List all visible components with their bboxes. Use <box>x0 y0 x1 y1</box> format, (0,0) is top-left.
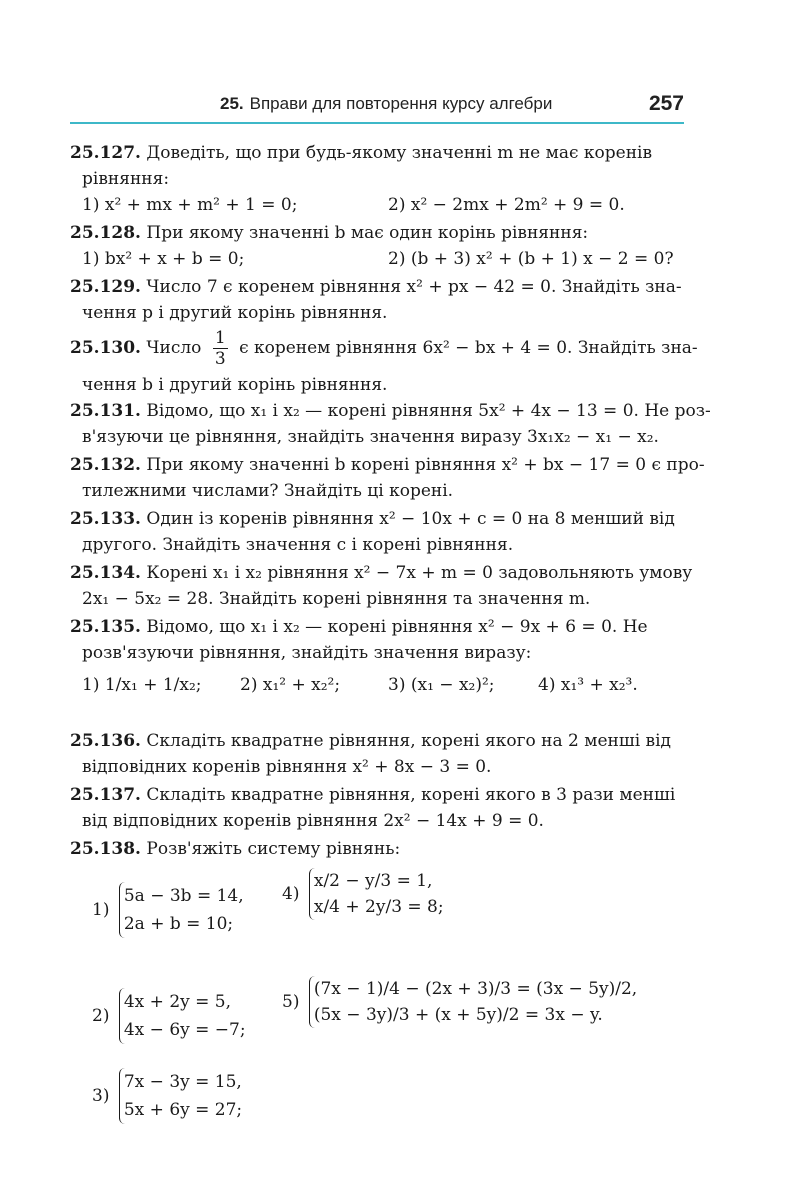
exercise-25-131 <box>70 398 711 450</box>
running-head <box>220 94 552 114</box>
system-brace <box>119 882 244 938</box>
system-label: 5) <box>282 992 300 1012</box>
page-number: 257 <box>648 92 684 115</box>
system-1 <box>92 882 244 938</box>
sub-item: 4) x₁³ + x₂³. <box>538 675 638 695</box>
exercise-number: 25.127. <box>70 143 141 163</box>
exercise-number: 25.131. <box>70 401 141 421</box>
exercise-text: відповідних коренів рівняння x² + 8x − 3 = 0. <box>82 757 492 777</box>
system-5 <box>282 976 637 1028</box>
exercise-text: При якому значенні b має один корінь рівняння: <box>146 223 589 243</box>
system-4 <box>282 868 444 920</box>
system-label: 2) <box>92 1006 110 1026</box>
equation: (5x − 3y)/3 + (x + 5y)/2 = 3x − y. <box>313 1005 603 1025</box>
fraction-one-third <box>211 328 230 369</box>
system-2 <box>92 988 246 1044</box>
exercise-text: Число <box>146 338 202 358</box>
sub-item: 1) bx² + x + b = 0; <box>82 249 245 269</box>
exercise-list <box>70 140 711 1130</box>
system-label: 4) <box>282 884 300 904</box>
exercise-text: є коренем рівняння 6x² − bx + 4 = 0. Знайдіть зна- <box>239 338 698 358</box>
system-label: 1) <box>92 900 110 920</box>
equation-systems <box>70 868 684 1128</box>
section-number: 25. <box>220 94 244 113</box>
system-brace <box>309 868 444 920</box>
equation: 5x + 6y = 27; <box>123 1100 243 1120</box>
exercise-text: Число 7 є коренем рівняння x² + px − 42 = 0. Знайдіть зна- <box>146 277 682 297</box>
exercise-text: чення p і другий корінь рівняння. <box>82 303 388 323</box>
exercise-text: в'язуючи це рівняння, знайдіть значення виразу 3x₁x₂ − x₁ − x₂. <box>82 427 659 447</box>
exercise-25-137 <box>70 782 684 834</box>
equation: 7x − 3y = 15, <box>123 1072 242 1092</box>
equation: 5a − 3b = 14, <box>123 886 244 906</box>
exercise-text: рівняння: <box>82 169 170 189</box>
exercise-number: 25.138. <box>70 839 141 859</box>
exercise-number: 25.135. <box>70 617 141 637</box>
exercise-25-134 <box>70 560 693 612</box>
header-rule <box>70 122 684 124</box>
exercise-text: від відповідних коренів рівняння 2x² − 14x + 9 = 0. <box>82 811 544 831</box>
fraction-denominator: 3 <box>214 349 226 369</box>
exercise-25-135 <box>70 614 684 726</box>
exercise-number: 25.128. <box>70 223 141 243</box>
sub-item: 2) x₁² + x₂²; <box>240 675 341 695</box>
equation: 2a + b = 10; <box>123 914 234 934</box>
equation: x/4 + 2y/3 = 8; <box>313 897 444 917</box>
system-brace <box>119 1068 242 1124</box>
exercise-number: 25.137. <box>70 785 141 805</box>
exercise-number: 25.129. <box>70 277 141 297</box>
exercise-number: 25.130. <box>70 338 141 358</box>
section-title: Вправи для повторення курсу алгебри <box>249 94 553 113</box>
exercise-text: Складіть квадратне рівняння, корені якого на 2 менші від <box>146 731 672 751</box>
exercise-text: другого. Знайдіть значення c і корені рівняння. <box>82 535 514 555</box>
exercise-text: Відомо, що x₁ і x₂ — корені рівняння x² − 9x + 6 = 0. Не <box>146 617 648 637</box>
exercise-text: Корені x₁ і x₂ рівняння x² − 7x + m = 0 задовольняють умову <box>146 563 693 583</box>
exercise-25-127 <box>70 140 684 218</box>
sub-item: 1) x² + mx + m² + 1 = 0; <box>82 195 298 215</box>
system-3 <box>92 1068 242 1124</box>
exercise-25-130 <box>70 328 698 396</box>
exercise-text: Один із коренів рівняння x² − 10x + c = 0 на 8 менший від <box>146 509 675 529</box>
exercise-text: 2x₁ − 5x₂ = 28. Знайдіть корені рівняння та значення m. <box>82 589 591 609</box>
page-header <box>70 92 684 120</box>
equation: 4x + 2y = 5, <box>123 992 232 1012</box>
exercise-text: При якому значенні b корені рівняння x² + bx − 17 = 0 є про- <box>146 455 705 475</box>
exercise-25-132 <box>70 452 705 504</box>
sub-item: 2) (b + 3) x² + (b + 1) x − 2 = 0? <box>388 249 674 269</box>
sub-item: 1) 1/x₁ + 1/x₂; <box>82 675 202 695</box>
exercise-text: Складіть квадратне рівняння, корені якого в 3 рази менші <box>146 785 676 805</box>
exercise-text: Доведіть, що при будь-якому значенні m не має коренів <box>146 143 653 163</box>
exercise-number: 25.133. <box>70 509 141 529</box>
sub-item: 2) x² − 2mx + 2m² + 9 = 0. <box>388 195 625 215</box>
exercise-text: тилежними числами? Знайдіть ці корені. <box>82 481 454 501</box>
system-brace <box>309 976 637 1028</box>
exercise-number: 25.134. <box>70 563 141 583</box>
exercise-text: Відомо, що x₁ і x₂ — корені рівняння 5x² + 4x − 13 = 0. Не роз- <box>146 401 711 421</box>
exercise-text: розв'язуючи рівняння, знайдіть значення виразу: <box>82 643 532 663</box>
exercise-25-133 <box>70 506 684 558</box>
equation: x/2 − y/3 = 1, <box>313 871 433 891</box>
exercise-25-138 <box>70 836 684 1128</box>
fraction-numerator: 1 <box>214 328 226 348</box>
sub-item: 3) (x₁ − x₂)²; <box>388 675 495 695</box>
exercise-25-129 <box>70 274 684 326</box>
exercise-number: 25.132. <box>70 455 141 475</box>
exercise-text: Розв'яжіть систему рівнянь: <box>146 839 401 859</box>
exercise-25-128 <box>70 220 684 272</box>
system-label: 3) <box>92 1086 110 1106</box>
equation: 4x − 6y = −7; <box>123 1020 246 1040</box>
exercise-text: чення b і другий корінь рівняння. <box>82 375 388 395</box>
exercise-number: 25.136. <box>70 731 141 751</box>
system-brace <box>119 988 246 1044</box>
exercise-25-136 <box>70 728 684 780</box>
equation: (7x − 1)/4 − (2x + 3)/3 = (3x − 5y)/2, <box>313 979 638 999</box>
